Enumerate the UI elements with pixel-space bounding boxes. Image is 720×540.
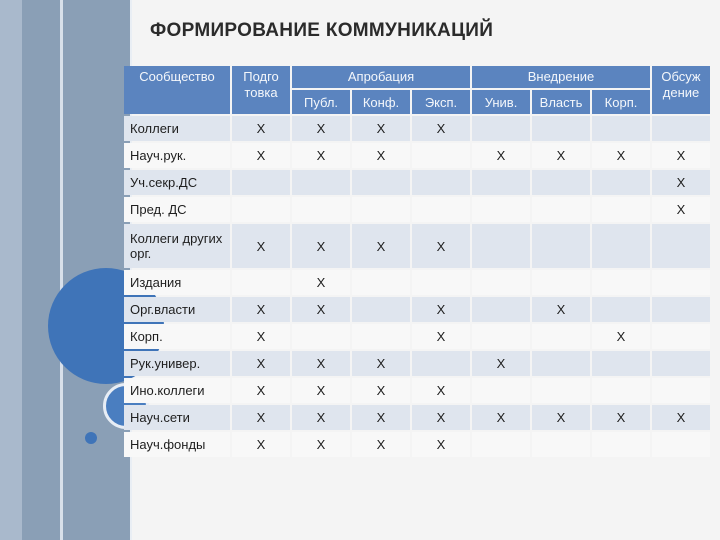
table-cell: X xyxy=(412,405,470,430)
row-label: Уч.секр.ДС xyxy=(124,170,230,195)
header-sub-conf: Конф. xyxy=(352,90,410,114)
table-cell: X xyxy=(352,378,410,403)
header-sub-exp: Эксп. xyxy=(412,90,470,114)
table-row xyxy=(124,270,710,295)
table-row xyxy=(124,378,710,403)
table-cell: X xyxy=(292,378,350,403)
table-cell xyxy=(352,270,410,295)
table-cell xyxy=(592,378,650,403)
table-cell xyxy=(652,378,710,403)
table-cell xyxy=(472,324,530,349)
slide-title: ФОРМИРОВАНИЕ КОММУНИКАЦИЙ xyxy=(150,20,494,41)
table-cell: X xyxy=(652,197,710,222)
table-cell xyxy=(292,197,350,222)
table-row xyxy=(124,324,710,349)
table-cell xyxy=(652,432,710,457)
row-label: Рук.универ. xyxy=(124,351,230,376)
table-cell: X xyxy=(652,170,710,195)
table-cell xyxy=(652,270,710,295)
table-cell: X xyxy=(352,351,410,376)
header-community: Сообщество xyxy=(124,66,230,114)
table-cell: X xyxy=(412,297,470,322)
table-cell: X xyxy=(652,405,710,430)
table-cell: X xyxy=(232,143,290,168)
table-row xyxy=(124,351,710,376)
table-cell: X xyxy=(472,143,530,168)
table-row xyxy=(124,297,710,322)
table-cell xyxy=(292,170,350,195)
table-cell xyxy=(412,143,470,168)
table-cell xyxy=(472,270,530,295)
communications-table xyxy=(122,64,712,459)
header-sub-publ: Публ. xyxy=(292,90,350,114)
table-row xyxy=(124,432,710,457)
left-decor-strip xyxy=(0,0,22,540)
table-cell xyxy=(592,197,650,222)
table-cell xyxy=(532,378,590,403)
row-label: Коллеги xyxy=(124,116,230,141)
table-cell xyxy=(472,378,530,403)
table-cell xyxy=(352,324,410,349)
table-cell xyxy=(592,297,650,322)
table-cell xyxy=(232,170,290,195)
table-cell: X xyxy=(532,405,590,430)
table-cell: X xyxy=(292,270,350,295)
table-row xyxy=(124,116,710,141)
table-cell: X xyxy=(412,324,470,349)
table-cell xyxy=(412,197,470,222)
table-cell xyxy=(592,170,650,195)
table-row xyxy=(124,224,710,268)
table-cell xyxy=(412,270,470,295)
table-cell: X xyxy=(532,143,590,168)
table-cell xyxy=(412,351,470,376)
table-cell: X xyxy=(292,405,350,430)
row-label: Издания xyxy=(124,270,230,295)
row-label: Ино.коллеги xyxy=(124,378,230,403)
table-cell xyxy=(472,432,530,457)
table-cell: X xyxy=(232,432,290,457)
table-cell xyxy=(652,224,710,268)
table-row xyxy=(124,143,710,168)
table-row xyxy=(124,197,710,222)
table-cell: X xyxy=(292,297,350,322)
table-cell: X xyxy=(412,116,470,141)
table-cell xyxy=(592,116,650,141)
row-label: Науч.рук. xyxy=(124,143,230,168)
header-implementation: Внедрение xyxy=(472,66,650,88)
table-cell xyxy=(592,432,650,457)
table-cell: X xyxy=(412,432,470,457)
table-cell xyxy=(232,270,290,295)
header-approbation: Апробация xyxy=(292,66,470,88)
table-cell xyxy=(592,351,650,376)
table-cell: X xyxy=(292,432,350,457)
row-label: Науч.сети xyxy=(124,405,230,430)
header-sub-power: Власть xyxy=(532,90,590,114)
header-sub-corp: Корп. xyxy=(592,90,650,114)
table-cell: X xyxy=(232,324,290,349)
table-cell: X xyxy=(592,405,650,430)
table-cell xyxy=(652,324,710,349)
row-label: Пред. ДС xyxy=(124,197,230,222)
header-row-1 xyxy=(124,66,710,88)
table-cell: X xyxy=(352,405,410,430)
decor-circle-small xyxy=(85,432,97,444)
table-cell: X xyxy=(592,143,650,168)
table-cell xyxy=(292,324,350,349)
table-cell: X xyxy=(412,224,470,268)
row-label: Корп. xyxy=(124,324,230,349)
header-discussion: Обсуж дение xyxy=(652,66,710,114)
table-cell: X xyxy=(652,143,710,168)
table-cell xyxy=(532,197,590,222)
row-label: Орг.власти xyxy=(124,297,230,322)
table-cell: X xyxy=(232,405,290,430)
table-cell: X xyxy=(292,351,350,376)
table-cell xyxy=(232,197,290,222)
table-cell: X xyxy=(352,116,410,141)
table-cell: X xyxy=(292,224,350,268)
table-cell xyxy=(472,170,530,195)
table-cell xyxy=(472,297,530,322)
table-cell xyxy=(472,116,530,141)
table-cell xyxy=(472,197,530,222)
table-cell xyxy=(532,324,590,349)
table-cell: X xyxy=(352,143,410,168)
table-cell xyxy=(412,170,470,195)
row-label: Науч.фонды xyxy=(124,432,230,457)
table-cell: X xyxy=(232,224,290,268)
table-cell: X xyxy=(292,116,350,141)
table-cell: X xyxy=(472,405,530,430)
table-cell: X xyxy=(472,351,530,376)
table-cell xyxy=(352,170,410,195)
header-sub-univ: Унив. xyxy=(472,90,530,114)
table-row xyxy=(124,405,710,430)
table-cell xyxy=(352,297,410,322)
table-cell: X xyxy=(532,297,590,322)
table-row xyxy=(124,170,710,195)
table-cell xyxy=(652,351,710,376)
table-cell xyxy=(352,197,410,222)
decor-line xyxy=(60,0,63,540)
table-cell xyxy=(532,224,590,268)
table-cell xyxy=(532,270,590,295)
table-cell xyxy=(532,351,590,376)
table-cell: X xyxy=(352,224,410,268)
table-cell xyxy=(472,224,530,268)
table-cell: X xyxy=(592,324,650,349)
table-cell xyxy=(652,116,710,141)
table-cell xyxy=(532,170,590,195)
table-cell xyxy=(592,270,650,295)
table-cell: X xyxy=(232,297,290,322)
table-cell: X xyxy=(352,432,410,457)
table-cell xyxy=(532,116,590,141)
table-cell xyxy=(652,297,710,322)
table-cell: X xyxy=(292,143,350,168)
table-cell: X xyxy=(232,351,290,376)
table-cell: X xyxy=(412,378,470,403)
table-cell: X xyxy=(232,378,290,403)
table-cell xyxy=(592,224,650,268)
row-label: Коллеги других орг. xyxy=(124,224,230,268)
table-cell xyxy=(532,432,590,457)
header-preparation: Подго товка xyxy=(232,66,290,114)
table-cell: X xyxy=(232,116,290,141)
